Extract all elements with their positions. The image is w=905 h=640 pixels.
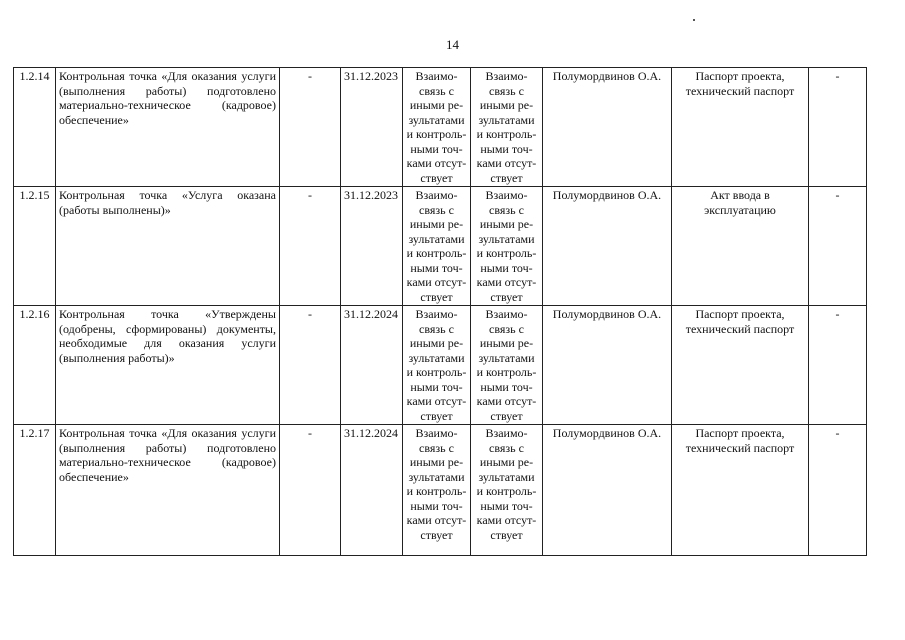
table-row	[14, 425, 867, 556]
information-system-cell: -	[809, 187, 867, 306]
control-point-name: Контрольная точка «Для оказания услуги (выполнения работы) подготовлено материально-техническое (кадровое) обеспечение»	[56, 68, 280, 187]
deadline-date: 31.12.2024	[341, 425, 403, 556]
row-number: 1.2.16	[14, 306, 56, 425]
deadline-date: 31.12.2023	[341, 68, 403, 187]
row-number: 1.2.15	[14, 187, 56, 306]
control-points-table	[13, 67, 867, 556]
row-number: 1.2.17	[14, 425, 56, 556]
successor-link-cell: Взаимо-связь с иными ре-зультатами и контроль-ными точ-ками отсут-ствует	[471, 425, 543, 556]
responsible-person: Полумордвинов О.А.	[543, 187, 672, 306]
control-point-name: Контрольная точка «Утверждены (одобрены, сформированы) документы, необходимые для оказания услуги (выполнения работы)»	[56, 306, 280, 425]
result-document: Паспорт проекта, технический паспорт	[672, 68, 809, 187]
successor-link-cell: Взаимо-связь с иными ре-зультатами и контроль-ными точ-ками отсут-ствует	[471, 68, 543, 187]
table-row	[14, 306, 867, 425]
responsible-person: Полумордвинов О.А.	[543, 425, 672, 556]
predecessor-link-cell: Взаимо-связь с иными ре-зультатами и контроль-ными точ-ками отсут-ствует	[403, 425, 471, 556]
successor-link-cell: Взаимо-связь с иными ре-зультатами и контроль-ными точ-ками отсут-ствует	[471, 187, 543, 306]
successor-link-cell: Взаимо-связь с иными ре-зультатами и контроль-ными точ-ками отсут-ствует	[471, 306, 543, 425]
information-system-cell: -	[809, 306, 867, 425]
result-document: Паспорт проекта, технический паспорт	[672, 425, 809, 556]
deadline-date: 31.12.2023	[341, 187, 403, 306]
base-value-cell: -	[280, 187, 341, 306]
responsible-person: Полумордвинов О.А.	[543, 306, 672, 425]
predecessor-link-cell: Взаимо-связь с иными ре-зультатами и контроль-ными точ-ками отсут-ствует	[403, 306, 471, 425]
control-point-name: Контрольная точка «Услуга оказана (работы выполнены)»	[56, 187, 280, 306]
base-value-cell: -	[280, 68, 341, 187]
deadline-date: 31.12.2024	[341, 306, 403, 425]
responsible-person: Полумордвинов О.А.	[543, 68, 672, 187]
predecessor-link-cell: Взаимо-связь с иными ре-зультатами и контроль-ными точ-ками отсут-ствует	[403, 187, 471, 306]
information-system-cell: -	[809, 68, 867, 187]
control-point-name: Контрольная точка «Для оказания услуги (выполнения работы) подготовлено материально-техническое (кадровое) обеспечение»	[56, 425, 280, 556]
base-value-cell: -	[280, 425, 341, 556]
information-system-cell: -	[809, 425, 867, 556]
table-row	[14, 68, 867, 187]
result-document: Паспорт проекта, технический паспорт	[672, 306, 809, 425]
result-document: Акт ввода в эксплуатацию	[672, 187, 809, 306]
table-row	[14, 187, 867, 306]
scan-speck	[693, 19, 695, 21]
base-value-cell: -	[280, 306, 341, 425]
row-number: 1.2.14	[14, 68, 56, 187]
page-number: 14	[446, 37, 459, 52]
predecessor-link-cell: Взаимо-связь с иными ре-зультатами и контроль-ными точ-ками отсут-ствует	[403, 68, 471, 187]
